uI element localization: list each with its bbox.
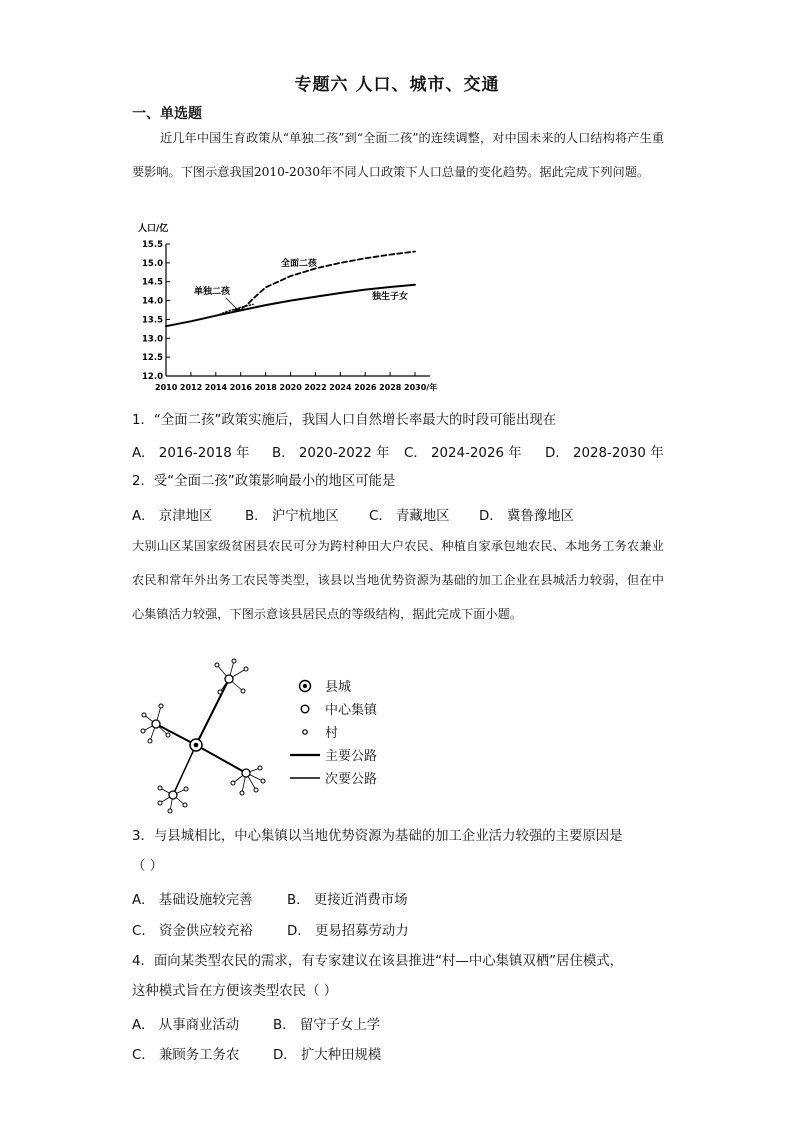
legend-village: 村: [325, 726, 339, 741]
q2-option-a[interactable]: A． 京津地区: [132, 509, 213, 524]
question-1-stem: 1．“全面二孩”政策实施后，我国人口自然增长率最大的时段可能出现在: [132, 413, 557, 428]
y-tick-label: 15.5: [142, 240, 163, 250]
main-road-nw: [156, 724, 196, 745]
q4-option-c[interactable]: C． 兼顾务工务农: [132, 1048, 240, 1063]
town-node: [152, 720, 160, 728]
q3-option-c[interactable]: C． 资金供应较充裕: [132, 924, 253, 939]
y-axis-label: 人口/亿: [138, 224, 169, 234]
main-road-ne: [196, 679, 229, 745]
x-tick-label: 2024: [329, 383, 352, 392]
page-title: 专题六 人口、城市、交通: [294, 75, 500, 95]
legend-secondary-road: 次要公路: [325, 772, 378, 787]
q2-option-d[interactable]: D． 冀鲁豫地区: [479, 509, 574, 524]
label-single-two-child: 单独二孩: [194, 287, 231, 297]
q4-option-b[interactable]: B． 留守子女上学: [273, 1018, 381, 1033]
x-tick-label: 2018: [254, 383, 277, 392]
y-tick-label: 14.0: [142, 296, 163, 307]
question-4-stem: 4．面向某类型农民的需求，有专家建议在该县推进“村—中心集镇双栖”居住模式，: [132, 954, 624, 969]
x-tick-label: 2014: [204, 383, 228, 392]
x-tick-label: 2026: [354, 383, 377, 392]
legend-main-road: 主要公路: [325, 749, 378, 764]
x-tick-label: 2022: [304, 383, 327, 392]
y-tick-label: 12.5: [142, 353, 163, 364]
label-pointer: [226, 298, 236, 308]
y-tick-label: 13.5: [142, 315, 163, 326]
q1-option-b[interactable]: B． 2020-2022 年: [272, 446, 390, 461]
x-tick-label: 2028: [379, 383, 402, 392]
label-full-two-child: 全面二孩: [281, 259, 318, 269]
x-tick-label: 2020: [279, 383, 302, 392]
x-tick-label: 2012: [179, 383, 203, 392]
q4-option-a[interactable]: A． 从事商业活动: [132, 1018, 240, 1033]
town-node: [225, 675, 233, 683]
q2-option-b[interactable]: B． 沪宁杭地区: [245, 509, 339, 524]
q4-option-d[interactable]: D． 扩大种田规模: [273, 1048, 382, 1063]
q3-option-a[interactable]: A． 基础设施较完善: [132, 893, 253, 908]
passage-2: 大别山区某国家级贫困县农民可分为跨村种田大户农民、种植自家承包地农民、本地务工务农兼业农民和常年外出务工农民等类型，该县以当地优势资源为基础的加工企业在县城活力较弱，但在中心集镇活力较强，下图示意该县居民点的等级结构，据此完成下面小题。: [132, 539, 664, 621]
y-tick-label: 15.0: [142, 258, 163, 269]
q1-option-c[interactable]: C． 2024-2026 年: [404, 446, 522, 461]
population-chart: [138, 218, 443, 398]
y-tick-label: 14.5: [142, 277, 163, 288]
settlement-diagram: [138, 655, 283, 815]
passage-1: 近几年中国生育政策从“单独二孩”到“全面二孩”的连续调整，对中国未来的人口结构将产生重要影响。下图示意我国2010-2030年不同人口政策下人口总量的变化趋势。据此完成下列问题。: [132, 131, 665, 179]
legend-county: 县城: [325, 680, 352, 695]
x-tick-label: 2030/年: [404, 383, 438, 392]
question-4-stem-cont: 这种模式旨在方便该类型农民（ ）: [132, 984, 338, 999]
x-tick-label: 2016: [229, 383, 252, 392]
question-3-paren: （ ）: [132, 859, 164, 874]
question-1-options: [132, 442, 664, 461]
question-3-stem: 3．与县城相比，中心集镇以当地优势资源为基础的加工企业活力较强的主要原因是: [132, 829, 623, 844]
town-node: [169, 791, 177, 799]
y-tick-label: 13.0: [142, 334, 163, 345]
section-heading: 一、单选题: [132, 106, 202, 122]
question-3-options-row2: [132, 920, 409, 939]
town-node: [242, 769, 250, 777]
question-4-options-row2: [132, 1044, 381, 1063]
main-road-se: [196, 745, 246, 773]
y-tick-label: 12.0: [142, 372, 163, 382]
q3-option-b[interactable]: B． 更接近消费市场: [287, 893, 408, 908]
q2-option-c[interactable]: C． 青藏地区: [369, 509, 450, 524]
legend-town: 中心集镇: [325, 703, 378, 718]
x-tick-label: 2010: [155, 383, 178, 392]
q3-option-d[interactable]: D． 更易招募劳动力: [287, 924, 409, 939]
label-only-child: 独生子女: [372, 292, 409, 302]
question-3-options-row1: [132, 889, 408, 908]
q1-option-d[interactable]: D． 2028-2030 年: [545, 446, 664, 461]
question-4-options-row1: [132, 1014, 380, 1033]
q1-option-a[interactable]: A． 2016-2018 年: [132, 446, 250, 461]
question-2-stem: 2．受“全面二孩”政策影响最小的地区可能是: [132, 474, 396, 489]
question-2-options: [132, 505, 574, 524]
